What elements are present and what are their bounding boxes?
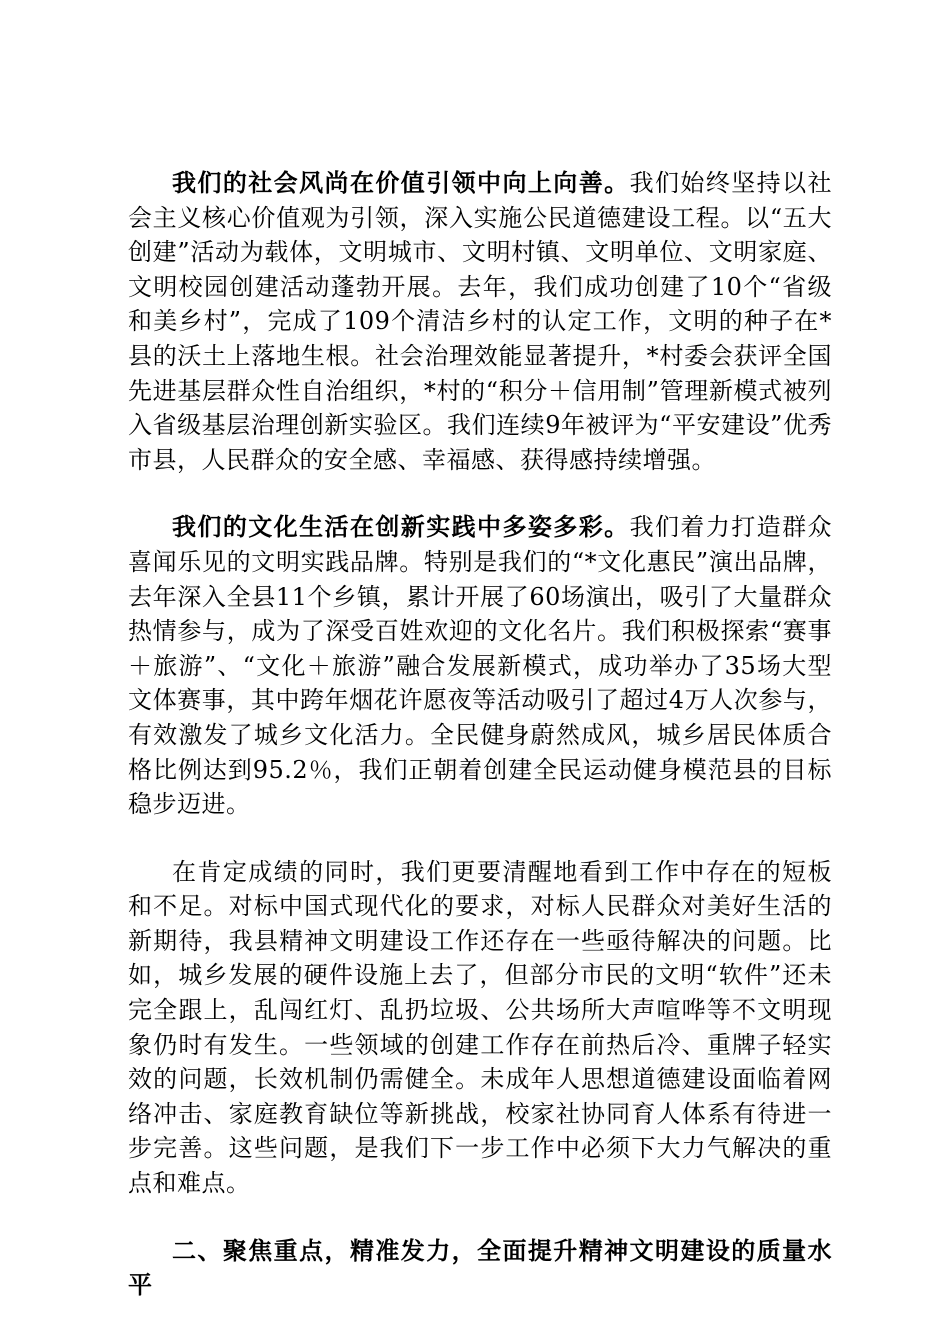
paragraph-lead: 我们的文化生活在创新实践中多姿多彩。	[172, 512, 630, 542]
document-page	[128, 166, 832, 1303]
paragraph-cultural-life	[128, 510, 832, 821]
paragraph-shortcomings	[128, 855, 832, 1201]
paragraph-lead: 我们的社会风尚在价值引领中向上向善。	[172, 168, 630, 197]
section-heading-paragraph	[128, 1234, 832, 1303]
section-heading: 二、聚焦重点，精准发力，全面提升精神文明建设的质量水平	[128, 1235, 832, 1300]
paragraph-body: 我们始终坚持以社会主义核心价值观为引领，深入实施公民道德建设工程。以“五大创建”活动为载体，文明城市、文明村镇、文明单位、文明家庭、文明校园创建活动蓬勃开展。去年，我们成功创建了10个“省级和美乡村”，完成了109个清洁乡村的认定工作，文明的种子在*县的沃土上落地生根。社会治理效能显著提升，*村委会获评全国先进基层群众性自治组织，*村的“积分＋信用制”管理新模式被列入省级基层治理创新实验区。我们连续9年被评为“平安建设”优秀市县，人民群众的安全感、幸福感、获得感持续增强。	[128, 169, 833, 474]
paragraph-body: 在肯定成绩的同时，我们更要清醒地看到工作中存在的短板和不足。对标中国式现代化的要求，对标人民群众对美好生活的新期待，我县精神文明建设工作还存在一些亟待解决的问题。比如，城乡发展的硬件设施上去了，但部分市民的文明“软件”还未完全跟上，乱闯红灯、乱扔垃圾、公共场所大声喧哗等不文明现象仍时有发生。一些领域的创建工作存在前热后冷、重牌子轻实效的问题，长效机制仍需健全。未成年人思想道德建设面临着网络冲击、家庭教育缺位等新挑战，校家社协同育人体系有待进一步完善。这些问题，是我们下一步工作中必须下大力气解决的重点和难点。	[128, 857, 832, 1198]
paragraph-social-customs	[128, 166, 832, 477]
paragraph-body: 我们着力打造群众喜闻乐见的文明实践品牌。特别是我们的“*文化惠民”演出品牌，去年深入全县11个乡镇，累计开展了60场演出，吸引了大量群众热情参与，成为了深受百姓欢迎的文化名片。我们积极探索“赛事＋旅游”、“文化＋旅游”融合发展新模式，成功举办了35场大型文体赛事，其中跨年烟花许愿夜等活动吸引了超过4万人次参与，有效激发了城乡文化活力。全民健身蔚然成风，城乡居民体质合格比例达到95.2％，我们正朝着创建全民运动健身模范县的目标稳步迈进。	[128, 513, 833, 819]
